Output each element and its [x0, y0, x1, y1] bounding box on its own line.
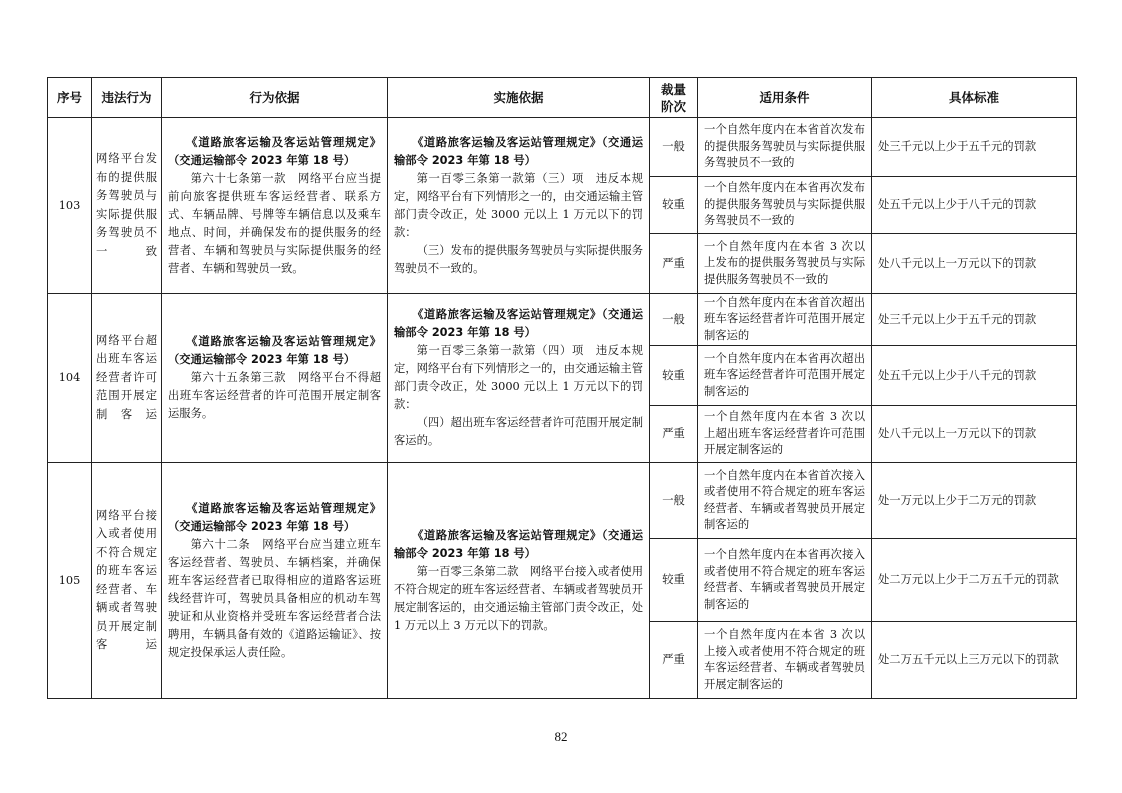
- level-label: 较重: [650, 346, 698, 406]
- implementation-paragraph: （三）发布的提供服务驾驶员与实际提供服务驾驶员不一致的。: [394, 243, 643, 275]
- table-row: [48, 118, 1077, 177]
- table-row: [48, 463, 1077, 539]
- implementation-basis: [388, 294, 650, 463]
- behavior-basis: [162, 118, 388, 294]
- level-label: 严重: [650, 622, 698, 699]
- law-title: 《道路旅客运输及客运站管理规定》（交通运输部令 2023 年第 18 号）: [168, 135, 381, 167]
- condition-text: 一个自然年度内在本省首次接入或者使用不符合规定的班车客运经营者、车辆或者驾驶员开展定制客运的: [698, 463, 872, 539]
- law-title: 《道路旅客运输及客运站管理规定》（交通运输部令 2023 年第 18 号）: [394, 308, 643, 339]
- row-number: 104: [48, 294, 92, 463]
- header-level: 裁量阶次: [650, 78, 698, 118]
- implementation-paragraph: 第一百零三条第一款第（四）项 违反本规定，网络平台有下列情形之一的，由交通运输主管部门责令改正，处 3000 元以上 1 万元以下的罚款：: [394, 344, 643, 411]
- header-basis: 行为依据: [162, 78, 388, 118]
- standard-text: 处五千元以上少于八千元的罚款: [872, 177, 1077, 234]
- page-number: 82: [554, 729, 568, 744]
- level-label: 严重: [650, 234, 698, 294]
- behavior-basis: [162, 463, 388, 699]
- violation-behavior: 网络平台接入或者使用不符合规定的班车客运经营者、车辆或者驾驶员开展定制客运: [92, 463, 162, 699]
- condition-text: 一个自然年度内在本省首次发布的提供服务驾驶员与实际提供服务驾驶员不一致的: [698, 118, 872, 177]
- level-label: 较重: [650, 539, 698, 622]
- law-title: 《道路旅客运输及客运站管理规定》（交通运输部令 2023 年第 18 号）: [168, 335, 381, 366]
- standard-text: 处二万元以上少于二万五千元的罚款: [872, 539, 1077, 622]
- basis-paragraph: 第六十二条 网络平台应当建立班车客运经营者、驾驶员、车辆档案，并确保班车客运经营者已取得相应的道路客运班线经营许可，驾驶员具备相应的机动车驾驶证和从业资格并受班车客运经营者合法聘用，车辆具备有效的《道路运输证》、按规定投保承运人责任险。: [168, 537, 381, 659]
- implementation-paragraph: 第一百零三条第二款 网络平台接入或者使用不符合规定的班车客运经营者、车辆或者驾驶员开展定制客运的，由交通运输主管部门责令改正，处 1 万元以上 3 万元以下的罚款。: [394, 564, 643, 632]
- condition-text: 一个自然年度内在本省再次接入或者使用不符合规定的班车客运经营者、车辆或者驾驶员开展定制客运的: [698, 539, 872, 622]
- violation-behavior: 网络平台发布的提供服务驾驶员与实际提供服务驾驶员不一致: [92, 118, 162, 294]
- standard-text: 处三千元以上少于五千元的罚款: [872, 294, 1077, 346]
- condition-text: 一个自然年度内在本省首次超出班车客运经营者许可范围开展定制客运的: [698, 294, 872, 346]
- implementation-paragraph: 第一百零三条第一款第（三）项 违反本规定，网络平台有下列情形之一的，由交通运输主管部门责令改正，处 3000 元以上 1 万元以下的罚款：: [394, 171, 643, 239]
- table-row: [48, 294, 1077, 346]
- discretion-table: [47, 77, 1077, 699]
- implementation-basis: [388, 118, 650, 294]
- standard-text: 处三千元以上少于五千元的罚款: [872, 118, 1077, 177]
- violation-behavior: 网络平台超出班车客运经营者许可范围开展定制客运: [92, 294, 162, 463]
- law-title: 《道路旅客运输及客运站管理规定》（交通运输部令 2023 年第 18 号）: [168, 501, 381, 533]
- header-condition: 适用条件: [698, 78, 872, 118]
- row-number: 103: [48, 118, 92, 294]
- standard-text: 处二万五千元以上三万元以下的罚款: [872, 622, 1077, 699]
- behavior-basis: [162, 294, 388, 463]
- level-label: 较重: [650, 177, 698, 234]
- basis-paragraph: 第六十七条第一款 网络平台应当提前向旅客提供班车客运经营者、联系方式、车辆品牌、号牌等车辆信息以及乘车地点、时间，并确保发布的提供服务的经营者、车辆和驾驶员与实际提供服务的经营者、车辆和驾驶员一致。: [168, 171, 381, 275]
- implementation-basis: [388, 463, 650, 699]
- condition-text: 一个自然年度内在本省再次发布的提供服务驾驶员与实际提供服务驾驶员不一致的: [698, 177, 872, 234]
- level-label: 严重: [650, 406, 698, 463]
- level-label: 一般: [650, 463, 698, 539]
- law-title: 《道路旅客运输及客运站管理规定》（交通运输部令 2023 年第 18 号）: [394, 135, 643, 167]
- level-label: 一般: [650, 118, 698, 177]
- header-no: 序号: [48, 78, 92, 118]
- basis-paragraph: 第六十五条第三款 网络平台不得超出班车客运经营者的许可范围开展定制客运服务。: [168, 371, 381, 420]
- level-label: 一般: [650, 294, 698, 346]
- standard-text: 处八千元以上一万元以下的罚款: [872, 406, 1077, 463]
- header-implementation: 实施依据: [388, 78, 650, 118]
- standard-text: 处一万元以上少于二万元的罚款: [872, 463, 1077, 539]
- header-standard: 具体标准: [872, 78, 1077, 118]
- header-behavior: 违法行为: [92, 78, 162, 118]
- implementation-paragraph: （四）超出班车客运经营者许可范围开展定制客运的。: [394, 416, 643, 447]
- row-number: 105: [48, 463, 92, 699]
- law-title: 《道路旅客运输及客运站管理规定》（交通运输部令 2023 年第 18 号）: [394, 528, 643, 560]
- condition-text: 一个自然年度内在本省 3 次以上发布的提供服务驾驶员与实际提供服务驾驶员不一致的: [698, 234, 872, 294]
- standard-text: 处八千元以上一万元以下的罚款: [872, 234, 1077, 294]
- condition-text: 一个自然年度内在本省再次超出班车客运经营者许可范围开展定制客运的: [698, 346, 872, 406]
- standard-text: 处五千元以上少于八千元的罚款: [872, 346, 1077, 406]
- header-row: [48, 78, 1077, 118]
- condition-text: 一个自然年度内在本省 3 次以上超出班车客运经营者许可范围开展定制客运的: [698, 406, 872, 463]
- condition-text: 一个自然年度内在本省 3 次以上接入或者使用不符合规定的班车客运经营者、车辆或者驾驶员开展定制客运的: [698, 622, 872, 699]
